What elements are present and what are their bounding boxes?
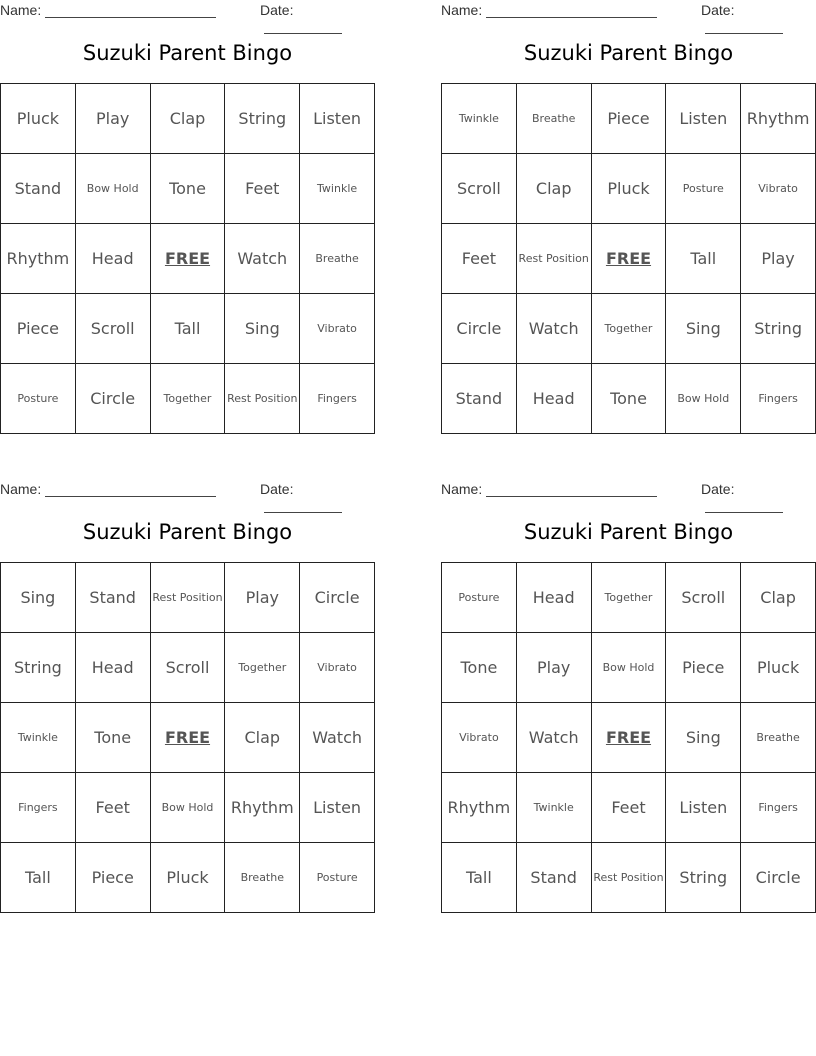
bingo-cell[interactable]: Head bbox=[76, 633, 151, 703]
date-line bbox=[705, 498, 783, 513]
date-label: Date: bbox=[260, 481, 294, 497]
name-label: Name: bbox=[0, 2, 42, 18]
free-space-cell[interactable]: FREE bbox=[592, 703, 667, 773]
bingo-cell[interactable]: Clap bbox=[225, 703, 300, 773]
bingo-cell[interactable]: Vibrato bbox=[442, 703, 517, 773]
name-field[interactable] bbox=[441, 481, 657, 497]
bingo-cell[interactable]: Circle bbox=[741, 843, 816, 913]
bingo-cell[interactable]: Clap bbox=[741, 563, 816, 633]
bingo-cell[interactable]: Rhythm bbox=[1, 224, 76, 294]
name-label: Name: bbox=[441, 2, 483, 18]
card-header bbox=[441, 481, 816, 499]
name-line bbox=[486, 3, 657, 18]
bingo-cell[interactable]: Posture bbox=[300, 843, 375, 913]
bingo-cell[interactable]: Tone bbox=[442, 633, 517, 703]
bingo-cell[interactable]: Breathe bbox=[517, 84, 592, 154]
bingo-cell[interactable]: Breathe bbox=[300, 224, 375, 294]
bingo-cell[interactable]: Together bbox=[151, 364, 226, 434]
bingo-cell[interactable]: Tall bbox=[151, 294, 226, 364]
bingo-cell[interactable]: Pluck bbox=[592, 154, 667, 224]
bingo-cell[interactable]: Piece bbox=[666, 633, 741, 703]
bingo-grid bbox=[0, 83, 375, 434]
bingo-cell[interactable]: Tall bbox=[442, 843, 517, 913]
bingo-cell[interactable]: Listen bbox=[300, 84, 375, 154]
bingo-cell[interactable]: Together bbox=[592, 294, 667, 364]
date-line bbox=[705, 19, 783, 34]
name-label: Name: bbox=[441, 481, 483, 497]
card-header bbox=[0, 481, 375, 499]
bingo-cell[interactable]: Piece bbox=[1, 294, 76, 364]
bingo-cell[interactable]: Fingers bbox=[1, 773, 76, 843]
bingo-cell[interactable]: Watch bbox=[300, 703, 375, 773]
bingo-cell[interactable]: Pluck bbox=[1, 84, 76, 154]
card-title: Suzuki Parent Bingo bbox=[523, 520, 734, 544]
bingo-cell[interactable]: Sing bbox=[1, 563, 76, 633]
bingo-cell[interactable]: Vibrato bbox=[741, 154, 816, 224]
bingo-cell[interactable]: String bbox=[741, 294, 816, 364]
bingo-cell[interactable]: Tone bbox=[76, 703, 151, 773]
bingo-cell[interactable]: Together bbox=[225, 633, 300, 703]
bingo-cell[interactable]: Clap bbox=[151, 84, 226, 154]
name-line bbox=[45, 3, 216, 18]
date-label: Date: bbox=[701, 481, 735, 497]
bingo-cell[interactable]: Listen bbox=[666, 773, 741, 843]
bingo-cell[interactable]: Feet bbox=[76, 773, 151, 843]
bingo-cell[interactable]: Scroll bbox=[151, 633, 226, 703]
bingo-cell[interactable]: Scroll bbox=[666, 563, 741, 633]
bingo-cell[interactable]: Tall bbox=[1, 843, 76, 913]
bingo-cell[interactable]: Sing bbox=[666, 703, 741, 773]
card-title: Suzuki Parent Bingo bbox=[523, 41, 734, 65]
date-field[interactable] bbox=[260, 2, 375, 34]
bingo-cell[interactable]: Breathe bbox=[225, 843, 300, 913]
bingo-cell[interactable]: Stand bbox=[76, 563, 151, 633]
bingo-cell[interactable]: Twinkle bbox=[300, 154, 375, 224]
name-line bbox=[45, 482, 216, 497]
bingo-cell[interactable]: String bbox=[225, 84, 300, 154]
bingo-cell[interactable]: Rest Position bbox=[151, 563, 226, 633]
bingo-cell[interactable]: Rest Position bbox=[592, 843, 667, 913]
bingo-cell[interactable]: Head bbox=[76, 224, 151, 294]
bingo-cell[interactable]: Pluck bbox=[151, 843, 226, 913]
bingo-cell[interactable]: Fingers bbox=[300, 364, 375, 434]
bingo-cell[interactable]: Piece bbox=[76, 843, 151, 913]
bingo-cell[interactable]: Listen bbox=[300, 773, 375, 843]
card-title: Suzuki Parent Bingo bbox=[82, 41, 293, 65]
bingo-cell[interactable]: Circle bbox=[300, 563, 375, 633]
bingo-cell[interactable]: Pluck bbox=[741, 633, 816, 703]
bingo-cell[interactable]: Scroll bbox=[76, 294, 151, 364]
bingo-cell[interactable]: Stand bbox=[442, 364, 517, 434]
bingo-cell[interactable]: Play bbox=[225, 563, 300, 633]
date-field[interactable] bbox=[260, 481, 375, 513]
bingo-cell[interactable]: Posture bbox=[1, 364, 76, 434]
bingo-cell[interactable]: Rest Position bbox=[517, 224, 592, 294]
bingo-cell[interactable]: Clap bbox=[517, 154, 592, 224]
date-label: Date: bbox=[701, 2, 735, 18]
name-label: Name: bbox=[0, 481, 42, 497]
bingo-cell[interactable]: Feet bbox=[442, 224, 517, 294]
bingo-cell[interactable]: Sing bbox=[666, 294, 741, 364]
bingo-cell[interactable]: Fingers bbox=[741, 773, 816, 843]
name-field[interactable] bbox=[0, 481, 216, 497]
bingo-cell[interactable]: Posture bbox=[666, 154, 741, 224]
bingo-cell[interactable]: Circle bbox=[76, 364, 151, 434]
bingo-cell[interactable]: Play bbox=[76, 84, 151, 154]
bingo-cell[interactable]: Rhythm bbox=[442, 773, 517, 843]
bingo-cell[interactable]: Head bbox=[517, 563, 592, 633]
name-field[interactable] bbox=[441, 2, 657, 18]
bingo-cell[interactable]: Stand bbox=[1, 154, 76, 224]
bingo-cell[interactable]: Tall bbox=[666, 224, 741, 294]
bingo-cell[interactable]: Breathe bbox=[741, 703, 816, 773]
free-space-cell[interactable]: FREE bbox=[151, 703, 226, 773]
bingo-cell[interactable]: Bow Hold bbox=[666, 364, 741, 434]
bingo-cell[interactable]: Circle bbox=[442, 294, 517, 364]
bingo-cell[interactable]: Rhythm bbox=[741, 84, 816, 154]
bingo-cell[interactable]: Vibrato bbox=[300, 633, 375, 703]
bingo-cell[interactable]: Bow Hold bbox=[592, 633, 667, 703]
bingo-cell[interactable]: Head bbox=[517, 364, 592, 434]
card-header bbox=[441, 2, 816, 20]
bingo-cell[interactable]: Play bbox=[741, 224, 816, 294]
bingo-cell[interactable]: Rest Position bbox=[225, 364, 300, 434]
bingo-cell[interactable]: Stand bbox=[517, 843, 592, 913]
bingo-cell[interactable]: Bow Hold bbox=[76, 154, 151, 224]
bingo-cell[interactable]: Watch bbox=[225, 224, 300, 294]
bingo-cell[interactable]: Twinkle bbox=[442, 84, 517, 154]
bingo-cell[interactable]: String bbox=[1, 633, 76, 703]
bingo-cell[interactable]: Twinkle bbox=[517, 773, 592, 843]
bingo-cell[interactable]: Fingers bbox=[741, 364, 816, 434]
bingo-cell[interactable]: Watch bbox=[517, 294, 592, 364]
bingo-cell[interactable]: String bbox=[666, 843, 741, 913]
bingo-cell[interactable]: Scroll bbox=[442, 154, 517, 224]
date-field[interactable] bbox=[701, 2, 816, 34]
name-line bbox=[486, 482, 657, 497]
bingo-cell[interactable]: Posture bbox=[442, 563, 517, 633]
bingo-cell[interactable]: Play bbox=[517, 633, 592, 703]
bingo-grid bbox=[441, 562, 816, 913]
name-field[interactable] bbox=[0, 2, 216, 18]
bingo-cell[interactable]: Tone bbox=[592, 364, 667, 434]
bingo-cell[interactable]: Watch bbox=[517, 703, 592, 773]
date-line bbox=[264, 498, 342, 513]
bingo-cell[interactable]: Feet bbox=[225, 154, 300, 224]
bingo-cell[interactable]: Piece bbox=[592, 84, 667, 154]
bingo-grid bbox=[441, 83, 816, 434]
bingo-cell[interactable]: Together bbox=[592, 563, 667, 633]
bingo-cell[interactable]: Bow Hold bbox=[151, 773, 226, 843]
card-title: Suzuki Parent Bingo bbox=[82, 520, 293, 544]
bingo-cell[interactable]: Vibrato bbox=[300, 294, 375, 364]
card-header bbox=[0, 2, 375, 20]
bingo-cell[interactable]: Rhythm bbox=[225, 773, 300, 843]
bingo-cell[interactable]: Feet bbox=[592, 773, 667, 843]
bingo-cell[interactable]: Sing bbox=[225, 294, 300, 364]
bingo-grid bbox=[0, 562, 375, 913]
date-line bbox=[264, 19, 342, 34]
bingo-cell[interactable]: Tone bbox=[151, 154, 226, 224]
bingo-cell[interactable]: Twinkle bbox=[1, 703, 76, 773]
date-label: Date: bbox=[260, 2, 294, 18]
bingo-cell[interactable]: Listen bbox=[666, 84, 741, 154]
free-space-cell[interactable]: FREE bbox=[151, 224, 226, 294]
date-field[interactable] bbox=[701, 481, 816, 513]
free-space-cell[interactable]: FREE bbox=[592, 224, 667, 294]
